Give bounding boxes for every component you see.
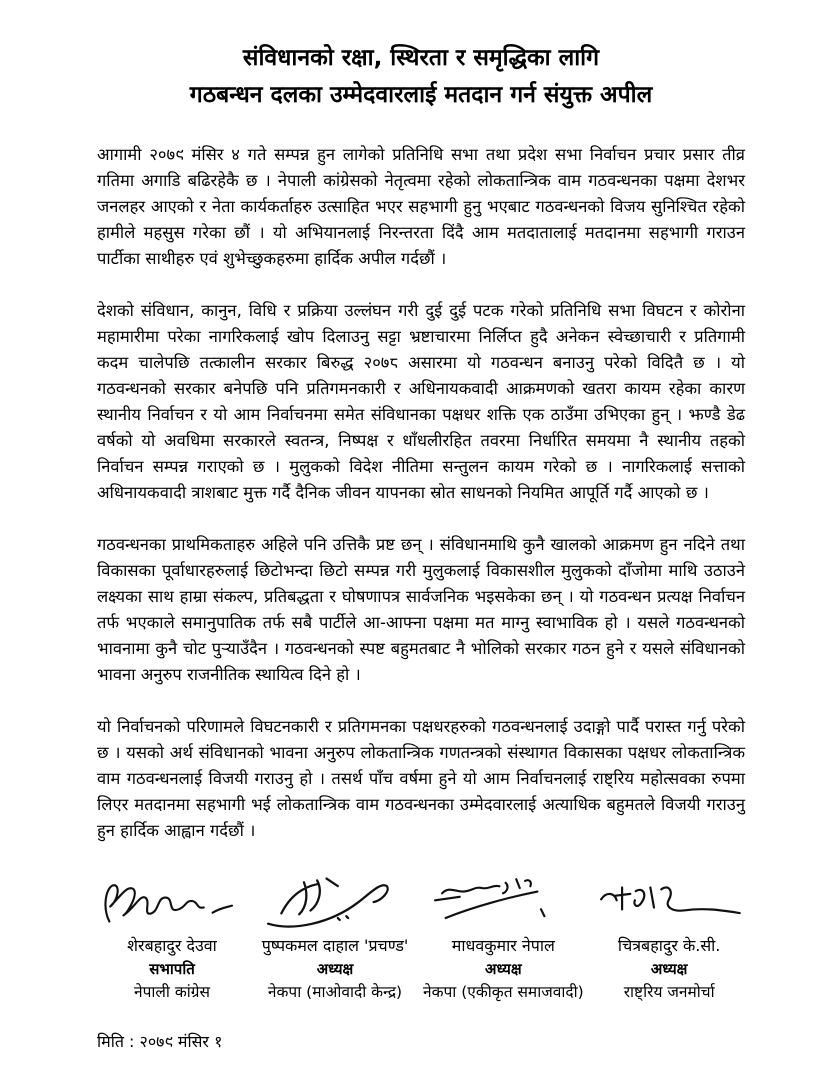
signatory-chitra-kc — [592, 870, 747, 1004]
signature-handwriting-icon — [97, 870, 247, 934]
signatory-madhav-nepal — [423, 870, 584, 1004]
signatory-party: नेकपा (एकीकृत समाजवादी) — [423, 983, 584, 1001]
signatory-party: नेकपा (माओवादी केन्द्र) — [267, 983, 403, 1001]
paragraph-1: आगामी २०७९ मंसिर ४ गते सम्पन्न हुन लागेको प्रतिनिधि सभा तथा प्रदेश सभा निर्वाचन प्रचार प्रसार तीव्र गतिमा अगाडि बढिरहेकै छ । नेपाली कांग्रेसको नेतृत्वमा रहेको लोकतान्त्रिक वाम गठवन्धनका पक्षमा देशभर जनलहर आएको र नेता कार्यकर्ताहरु उत्साहित भएर सहभागी हुनु भएबाट गठवन्धनको विजय सुनिश्चित रहेको हामीले महसुस गरेका छौं । यो अभियानलाई निरन्तरता दिंदै आम मतदातालाई मतदानमा सहभागी गराउन पार्टीका साथीहरु एवं शुभेच्छुकहरुमा हार्दिक अपील गर्दछौं । — [97, 145, 745, 268]
signatory-name: शेरबहादुर देउवा — [127, 936, 217, 955]
signature-handwriting-icon — [255, 870, 415, 934]
document-title — [97, 40, 745, 114]
signature-block — [97, 870, 745, 1004]
signatory-deuba — [97, 870, 247, 1004]
signatory-role: सभापति — [149, 960, 195, 978]
signatory-prachanda — [255, 870, 415, 1004]
signatory-party: नेपाली कांग्रेस — [133, 983, 210, 1001]
signatory-name: माधवकुमार नेपाल — [451, 936, 555, 955]
signatory-role: अध्यक्ष — [650, 960, 688, 978]
date-line: मिति : २०७९ मंसिर १ — [97, 1032, 223, 1051]
title-line-1: संविधानको रक्षा, स्थिरता र समृद्धिका लागि — [242, 45, 600, 71]
signature-handwriting-icon — [423, 870, 584, 934]
paragraph-2: देशको संविधान, कानुन, विधि र प्रक्रिया उल्लंघन गरी दुई दुई पटक गरेको प्रतिनिधि सभा विघटन र कोरोना महामारीमा परेका नागरिकलाई खोप दिलाउनु सट्टा भ्रष्टाचारमा निर्लिप्त हुदै अनेकन स्वेच्छाचारी र प्रतिगामी कदम चालेपछि तत्कालीन सरकार बिरुद्ध २०७८ असारमा यो गठवन्धन बनाउनु परेको विदितै छ । यो गठवन्धनको सरकार बनेपछि पनि प्रतिगमनकारी र अधिनायकवादी आक्रमणको खतरा कायम रहेका कारण स्थानीय निर्वाचन र यो आम निर्वाचनमा समेत संविधानका पक्षधर शक्ति एक ठाउँमा उभिएका हुन् । झण्डै डेढ वर्षको यो अवधिमा सरकारले स्वतन्त्र, निष्पक्ष र धाँधलीरहित तवरमा निर्धारित समयमा नै स्थानीय तहको निर्वाचन सम्पन्न गराएको छ । मुलुकको विदेश नीतिमा सन्तुलन कायम गरेको छ । नागरिकलाई सत्ताको अधिनायकवादी त्राशबाट मुक्त गर्दै दैनिक जीवन यापनका स्रोत साधनको नियमित आपूर्ति गर्दै आएको छ । — [97, 301, 745, 502]
signatory-name: चित्रबहादुर के.सी. — [617, 936, 721, 955]
signatory-party: राष्ट्रिय जनमोर्चा — [623, 983, 715, 1001]
signatory-name: पुष्पकमल दाहाल 'प्रचण्ड' — [261, 936, 409, 955]
signature-handwriting-icon — [592, 870, 747, 934]
signatory-role: अध्यक्ष — [316, 960, 354, 978]
paragraph-3: गठवन्धनका प्राथमिकताहरु अहिले पनि उत्तिकै प्रष्ट छन् । संविधानमाथि कुनै खालको आक्रमण हुन नदिने तथा विकासका पूर्वाधारहरुलाई छिटोभन्दा छिटो सम्पन्न गरी मुलुकलाई विकासशील मुलुकको दाँजोमा माथि उठाउने लक्ष्यका साथ हाम्रा संकल्प, प्रतिबद्धता र घोषणापत्र सार्वजनिक भइसकेका छन् । यो गठवन्धन प्रत्यक्ष निर्वाचन तर्फ भएकाले समानुपातिक तर्फ सबै पार्टीले आ-आफ्ना पक्षमा मत माग्नु स्वाभाविक हो । यसले गठवन्धनको भावनामा कुनै चोट पुऱ्याउँदैन । गठवन्धनको स्पष्ट बहुमतबाट नै भोलिको सरकार गठन हुने र यसले संविधानको भावना अनुरुप राजनीतिक स्थायित्व दिने हो । — [97, 535, 745, 684]
paragraph-4: यो निर्वाचनको परिणामले विघटनकारी र प्रतिगमनका पक्षधरहरुको गठवन्धनलाई उदाङ्गो पार्दै परास्त गर्नु परेको छ । यसको अर्थ संविधानको भावना अनुरुप लोकतान्त्रिक गणतन्त्रको संस्थागत विकासका पक्षधर लोकतान्त्रिक वाम गठवन्धनलाई विजयी गराउनु हो । तसर्थ पाँच वर्षमा हुने यो आम निर्वाचनलाई राष्ट्रिय महोत्सवका रुपमा लिएर मतदानमा सहभागी भई लोकतान्त्रिक वाम गठवन्धनका उम्मेदवारलाई अत्याधिक बहुमतले विजयी गराउनु हुन हार्दिक आह्वान गर्दछौं । — [97, 717, 745, 840]
signatory-role: अध्यक्ष — [485, 960, 522, 978]
title-line-2: गठबन्धन दलका उम्मेदवारलाई मतदान गर्न संयुक्त अपील — [189, 82, 653, 108]
